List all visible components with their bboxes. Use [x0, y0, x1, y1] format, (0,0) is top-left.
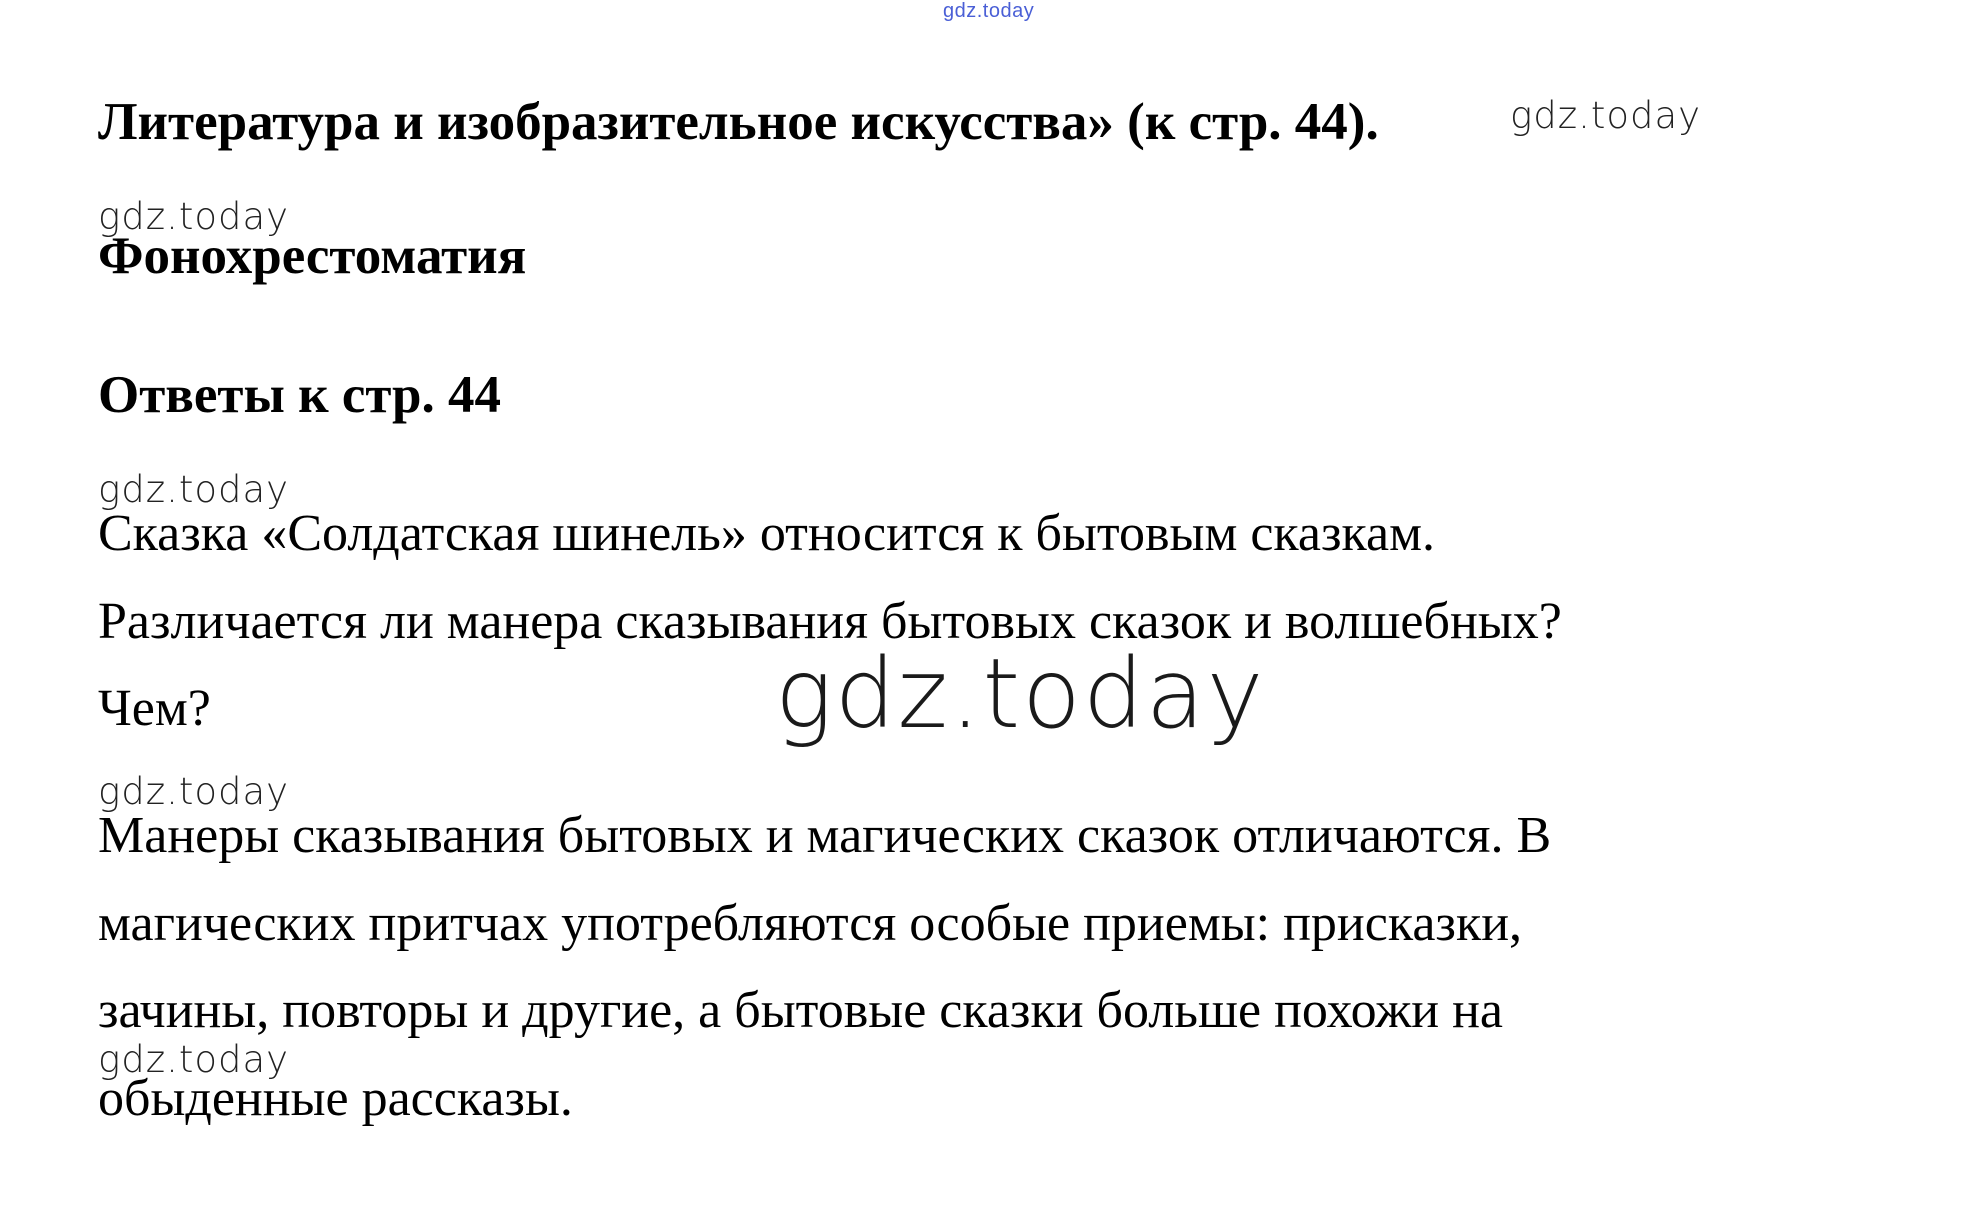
paragraph-2-line: зачины, повторы и другие, а бытовые сказки больше похожи на — [98, 982, 1504, 1039]
paragraph-1-line: Чем? — [98, 680, 211, 737]
center-watermark: gdz.today — [775, 638, 1266, 750]
watermark-inline: gdz.today — [98, 1038, 290, 1081]
paragraph-1-line: Различается ли манера сказывания бытовых сказок и волшебных? — [98, 593, 1562, 650]
top-watermark: gdz.today — [943, 0, 1035, 22]
section-heading-answers: Ответы к стр. 44 — [98, 366, 502, 424]
paragraph-1-line: Сказка «Солдатская шинель» относится к бытовым сказкам. — [98, 505, 1435, 562]
watermark-inline: gdz.today — [98, 195, 290, 238]
section-heading-phonochrestomathy: Фонохрестоматия — [98, 227, 527, 285]
paragraph-2-line: Манеры сказывания бытовых и магических сказок отличаются. В — [98, 807, 1552, 864]
watermark-inline: gdz.today — [1510, 94, 1702, 137]
paragraph-2-line: обыденные рассказы. — [98, 1070, 573, 1127]
watermark-inline: gdz.today — [98, 468, 290, 511]
paragraph-2-line: магических притчах употребляются особые приемы: присказки, — [98, 895, 1523, 952]
watermark-inline: gdz.today — [98, 770, 290, 813]
section-heading-literature: Литература и изобразительное искусства» (к стр. 44). — [98, 93, 1379, 151]
